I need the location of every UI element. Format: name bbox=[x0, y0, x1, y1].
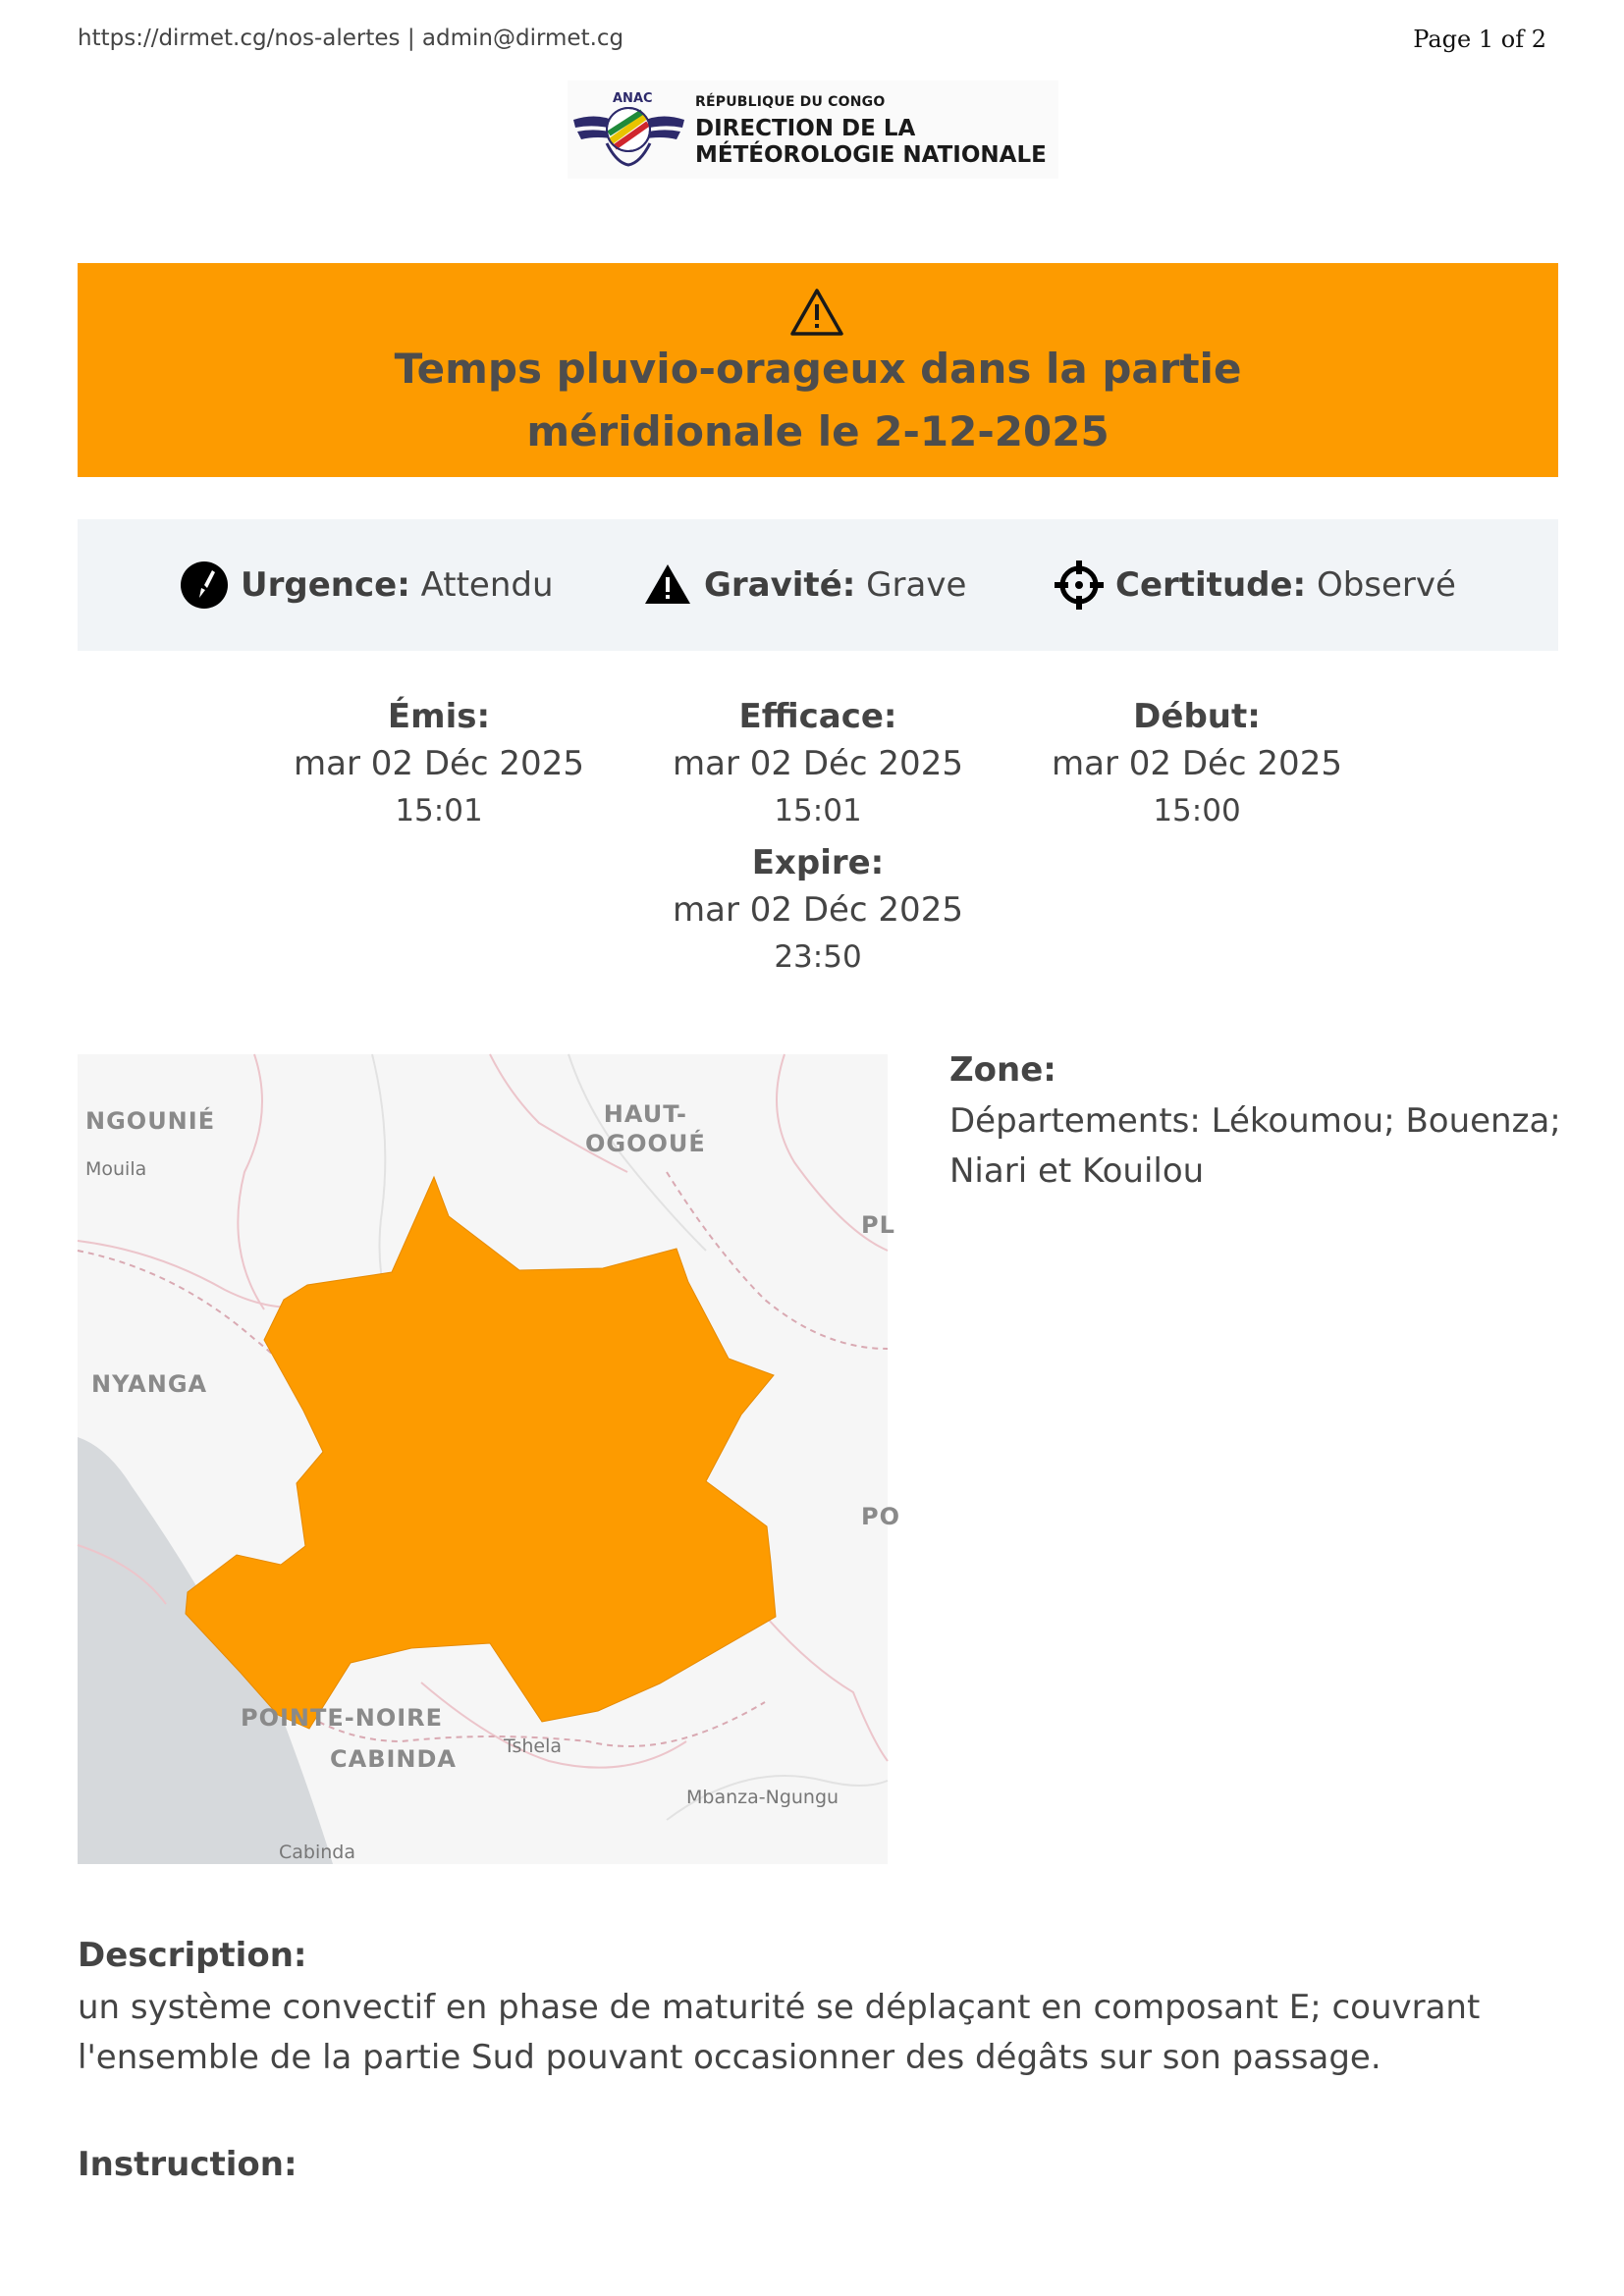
zone-label: Zone: bbox=[949, 1050, 1056, 1090]
onset-time: 15:00 bbox=[1153, 793, 1241, 828]
issued-date-block bbox=[272, 695, 606, 832]
urgency-label: Urgence: bbox=[241, 565, 410, 605]
map-label-ngounie: NGOUNIÉ bbox=[85, 1107, 216, 1135]
certainty-value: Observé bbox=[1316, 565, 1456, 605]
onset-date: mar 02 Déc 2025 bbox=[1052, 744, 1342, 783]
page-url-header: https://dirmet.cg/nos-alertes | admin@dirmet.cg bbox=[78, 26, 624, 51]
alert-title-banner bbox=[78, 263, 1558, 477]
onset-label: Début: bbox=[1133, 697, 1261, 736]
onset-date-block bbox=[1030, 695, 1364, 832]
logo-agency-line2: MÉTÉOROLOGIE NATIONALE bbox=[695, 142, 1047, 168]
map-label-haut-ogooue-2: OGOOUÉ bbox=[585, 1130, 706, 1157]
severity-label: Gravité: bbox=[704, 565, 856, 605]
logo-agency bbox=[695, 116, 1047, 169]
dirmet-logo bbox=[568, 80, 1058, 179]
warning-icon bbox=[643, 561, 692, 610]
anac-emblem-icon bbox=[568, 82, 690, 173]
alert-meta-bar bbox=[78, 519, 1558, 651]
expires-date-block bbox=[651, 841, 985, 979]
zone-text: Départements: Lékoumou; Bouenza; Niari et Kouilou bbox=[949, 1101, 1561, 1191]
page-number: Page 1 of 2 bbox=[1413, 26, 1546, 53]
effective-date-block bbox=[651, 695, 985, 832]
map-label-cabinda-region: CABINDA bbox=[330, 1745, 457, 1773]
alert-area-map[interactable] bbox=[78, 1054, 900, 1864]
map-label-cabinda-city: Cabinda bbox=[279, 1842, 355, 1863]
issued-time: 15:01 bbox=[395, 793, 483, 828]
expires-date: mar 02 Déc 2025 bbox=[673, 890, 963, 930]
alert-title: Temps pluvio-orageux dans la partie méridionale le 2-12-2025 bbox=[394, 345, 1242, 455]
crosshair-icon bbox=[1055, 561, 1104, 610]
map-label-mbanza-ngungu: Mbanza-Ngungu bbox=[686, 1787, 839, 1808]
map-label-haut-ogooue bbox=[585, 1099, 706, 1158]
issued-date: mar 02 Déc 2025 bbox=[294, 744, 584, 783]
urgency-value: Attendu bbox=[420, 565, 554, 605]
clock-icon bbox=[180, 561, 229, 610]
map-label-haut-ogooue-1: HAUT- bbox=[603, 1100, 687, 1128]
effective-label: Efficace: bbox=[738, 697, 897, 736]
svg-text:ANAC: ANAC bbox=[613, 91, 653, 106]
map-label-mouila: Mouila bbox=[85, 1158, 147, 1180]
expires-time: 23:50 bbox=[774, 939, 862, 975]
map-label-pl: PL bbox=[861, 1211, 895, 1239]
map-label-tshela: Tshela bbox=[504, 1735, 563, 1757]
expires-label: Expire: bbox=[751, 843, 885, 882]
effective-date: mar 02 Déc 2025 bbox=[673, 744, 963, 783]
certainty-label: Certitude: bbox=[1115, 565, 1307, 605]
logo-agency-line1: DIRECTION DE LA bbox=[695, 116, 916, 141]
issued-label: Émis: bbox=[387, 697, 491, 736]
map-label-po: PO bbox=[861, 1503, 900, 1530]
map-label-pointe-noire: POINTE-NOIRE bbox=[241, 1704, 444, 1732]
instruction-label: Instruction: bbox=[78, 2145, 298, 2184]
description-label: Description: bbox=[78, 1936, 307, 1975]
severity-value: Grave bbox=[866, 565, 967, 605]
map-label-nyanga: NYANGA bbox=[91, 1370, 208, 1398]
warning-triangle-icon bbox=[788, 287, 845, 338]
description-text: un système convectif en phase de maturité se déplaçant en composant E; couvrant l'ensemble de la partie Sud pouvant occasionner des dégâts sur son passage. bbox=[78, 1988, 1481, 2077]
effective-time: 15:01 bbox=[774, 793, 862, 828]
map-canvas bbox=[78, 1054, 888, 1864]
logo-country: RÉPUBLIQUE DU CONGO bbox=[695, 94, 886, 110]
